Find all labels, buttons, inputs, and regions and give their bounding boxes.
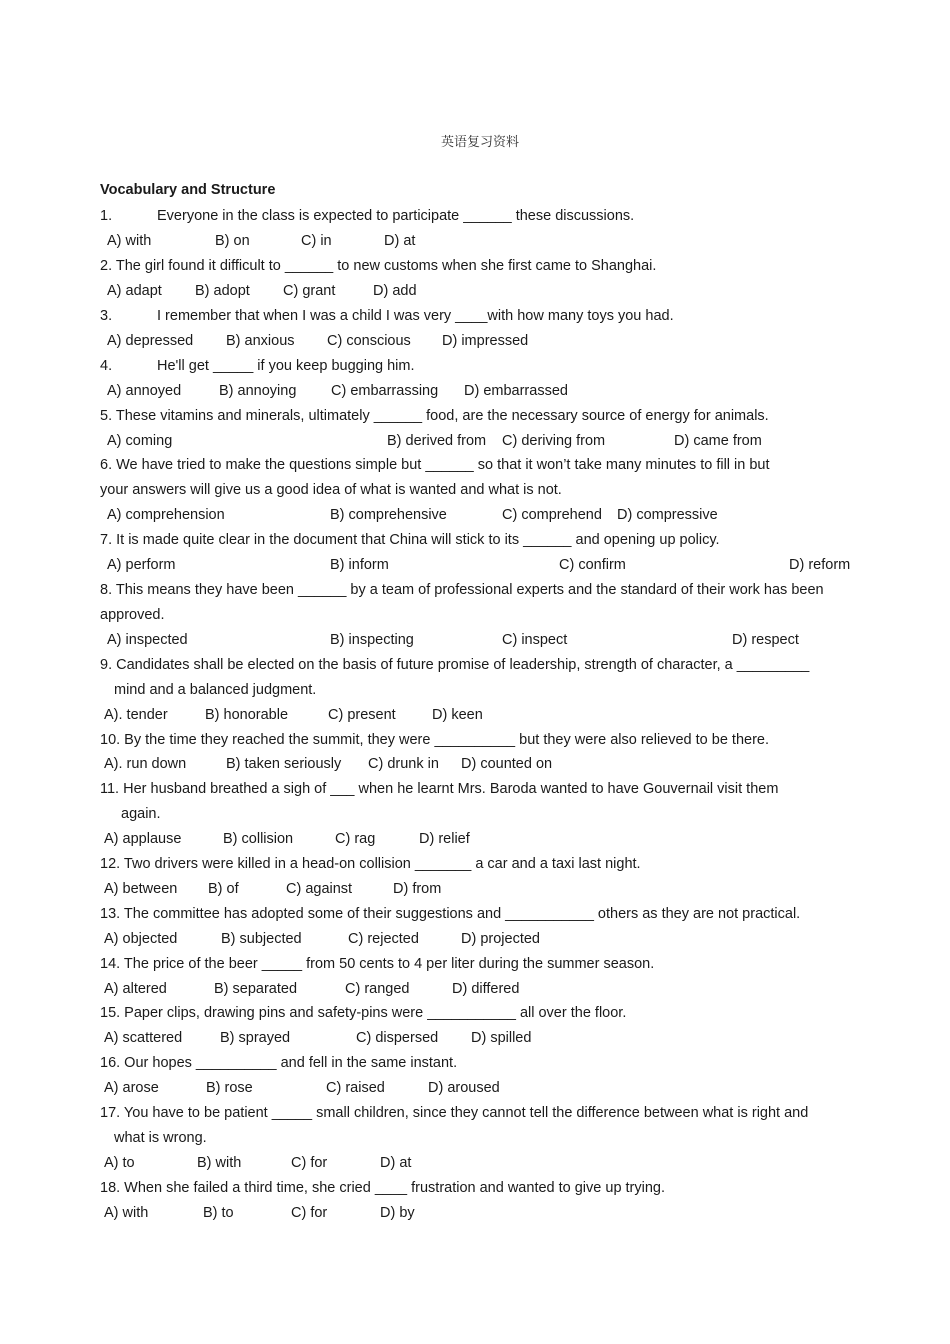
- option-c: C) deriving from: [502, 433, 606, 449]
- option-a: A) perform: [107, 557, 176, 573]
- option-b: B) derived from: [387, 433, 487, 449]
- option-c: C) rag: [335, 831, 376, 847]
- option-d: D) from: [393, 881, 442, 897]
- option-b: B) adopt: [195, 283, 250, 299]
- question-7: 7. It is made quite clear in the document that China will stick to its ______ and opening up policy.: [100, 532, 720, 548]
- option-b: B) on: [215, 233, 250, 249]
- option-a: A). tender: [104, 707, 168, 723]
- option-d: D) at: [380, 1155, 412, 1171]
- option-b: B) collision: [223, 831, 294, 847]
- option-c: C) for: [291, 1205, 328, 1221]
- question-17-continued: what is wrong.: [114, 1130, 207, 1146]
- option-b: B) rose: [206, 1080, 253, 1096]
- option-c: C) embarrassing: [331, 383, 439, 399]
- option-b: B) comprehensive: [330, 507, 447, 523]
- question-11: 11. Her husband breathed a sigh of ___ when he learnt Mrs. Baroda wanted to have Gouvernail visit them: [100, 781, 779, 797]
- option-d: D) differed: [452, 981, 520, 997]
- option-c: C) for: [291, 1155, 328, 1171]
- option-a: A) scattered: [104, 1030, 183, 1046]
- option-a: A) inspected: [107, 632, 188, 648]
- option-a: A) with: [104, 1205, 149, 1221]
- option-b: B) honorable: [205, 707, 289, 723]
- option-b: B) annoying: [219, 383, 297, 399]
- option-b: B) of: [208, 881, 239, 897]
- option-c: C) grant: [283, 283, 336, 299]
- question-2: 2. The girl found it difficult to ______ to new customs when she first came to Shanghai.: [100, 258, 657, 274]
- option-d: D) projected: [461, 931, 540, 947]
- option-c: C) confirm: [559, 557, 626, 573]
- option-b: B) inform: [330, 557, 389, 573]
- option-c: C) comprehend: [502, 507, 602, 523]
- option-b: B) separated: [214, 981, 298, 997]
- option-c: C) present: [328, 707, 396, 723]
- option-b: B) sprayed: [220, 1030, 291, 1046]
- question-9-continued: mind and a balanced judgment.: [114, 682, 317, 698]
- question-4: [100, 357, 860, 375]
- option-d: D) impressed: [442, 333, 529, 349]
- question-3: [100, 307, 860, 325]
- question-13: 13. The committee has adopted some of their suggestions and ___________ others as they are not practical.: [100, 906, 801, 922]
- question-9: 9. Candidates shall be elected on the basis of future promise of leadership, strength of character, a _________: [100, 657, 810, 673]
- question-number: 3.: [100, 308, 113, 324]
- option-a: A) adapt: [107, 283, 162, 299]
- option-d: D) relief: [419, 831, 470, 847]
- question-number: 4.: [100, 358, 113, 374]
- option-d: D) aroused: [428, 1080, 500, 1096]
- option-b: B) to: [203, 1205, 234, 1221]
- option-d: D) came from: [674, 433, 762, 449]
- option-a: A) annoyed: [107, 383, 182, 399]
- option-a: A) objected: [104, 931, 178, 947]
- question-text: He'll get _____ if you keep bugging him.: [157, 358, 415, 374]
- option-b: B) with: [197, 1155, 242, 1171]
- option-c: C) conscious: [327, 333, 411, 349]
- question-14: 14. The price of the beer _____ from 50 cents to 4 per liter during the summer season.: [100, 956, 655, 972]
- option-b: B) anxious: [226, 333, 295, 349]
- question-17: 17. You have to be patient _____ small children, since they cannot tell the difference between what is right and: [100, 1105, 809, 1121]
- option-d: D) reform: [789, 557, 851, 573]
- section-title: Vocabulary and Structure: [100, 182, 276, 198]
- option-c: C) raised: [326, 1080, 385, 1096]
- option-d: D) by: [380, 1205, 415, 1221]
- question-text: I remember that when I was a child I was very ____with how many toys you had.: [157, 308, 674, 324]
- question-10: 10. By the time they reached the summit, they were __________ but they were also relieved to be there.: [100, 732, 770, 748]
- option-d: D) counted on: [461, 756, 553, 772]
- option-a: A) altered: [104, 981, 167, 997]
- option-a: A) between: [104, 881, 178, 897]
- option-d: D) respect: [732, 632, 799, 648]
- option-a: A) coming: [107, 433, 173, 449]
- question-12: 12. Two drivers were killed in a head-on collision _______ a car and a taxi last night.: [100, 856, 641, 872]
- option-a: A) applause: [104, 831, 182, 847]
- option-d: D) compressive: [617, 507, 718, 523]
- page-header: 英语复习资料: [440, 135, 519, 150]
- option-b: B) inspecting: [330, 632, 414, 648]
- question-6-continued: your answers will give us a good idea of what is wanted and what is not.: [100, 482, 562, 498]
- option-a: A) depressed: [107, 333, 194, 349]
- option-a: A). run down: [104, 756, 187, 772]
- question-15: 15. Paper clips, drawing pins and safety-pins were ___________ all over the floor.: [100, 1005, 627, 1021]
- option-a: A) arose: [104, 1080, 159, 1096]
- question-18: 18. When she failed a third time, she cried ____ frustration and wanted to give up trying.: [100, 1180, 666, 1196]
- option-d: D) embarrassed: [464, 383, 568, 399]
- question-number: 1.: [100, 208, 113, 224]
- option-c: C) dispersed: [356, 1030, 439, 1046]
- option-a: A) comprehension: [107, 507, 225, 523]
- question-16: 16. Our hopes __________ and fell in the same instant.: [100, 1055, 458, 1071]
- option-c: C) inspect: [502, 632, 568, 648]
- option-c: C) rejected: [348, 931, 419, 947]
- question-1: [100, 207, 860, 225]
- option-d: D) at: [384, 233, 416, 249]
- option-c: C) drunk in: [368, 756, 439, 772]
- option-b: B) taken seriously: [226, 756, 342, 772]
- option-d: D) add: [373, 283, 417, 299]
- option-d: D) spilled: [471, 1030, 532, 1046]
- option-a: A) with: [107, 233, 152, 249]
- question-6: 6. We have tried to make the questions simple but ______ so that it won’t take many minutes to fill in but: [100, 457, 770, 473]
- option-b: B) subjected: [221, 931, 302, 947]
- question-8: 8. This means they have been ______ by a team of professional experts and the standard of their work has been: [100, 582, 824, 598]
- option-c: C) in: [301, 233, 332, 249]
- question-8-continued: approved.: [100, 607, 165, 623]
- option-d: D) keen: [432, 707, 483, 723]
- question-text: Everyone in the class is expected to participate ______ these discussions.: [157, 208, 635, 224]
- option-c: C) against: [286, 881, 353, 897]
- question-11-continued: again.: [121, 806, 161, 822]
- option-c: C) ranged: [345, 981, 410, 997]
- question-5: 5. These vitamins and minerals, ultimately ______ food, are the necessary source of energy for animals.: [100, 408, 769, 424]
- option-a: A) to: [104, 1155, 135, 1171]
